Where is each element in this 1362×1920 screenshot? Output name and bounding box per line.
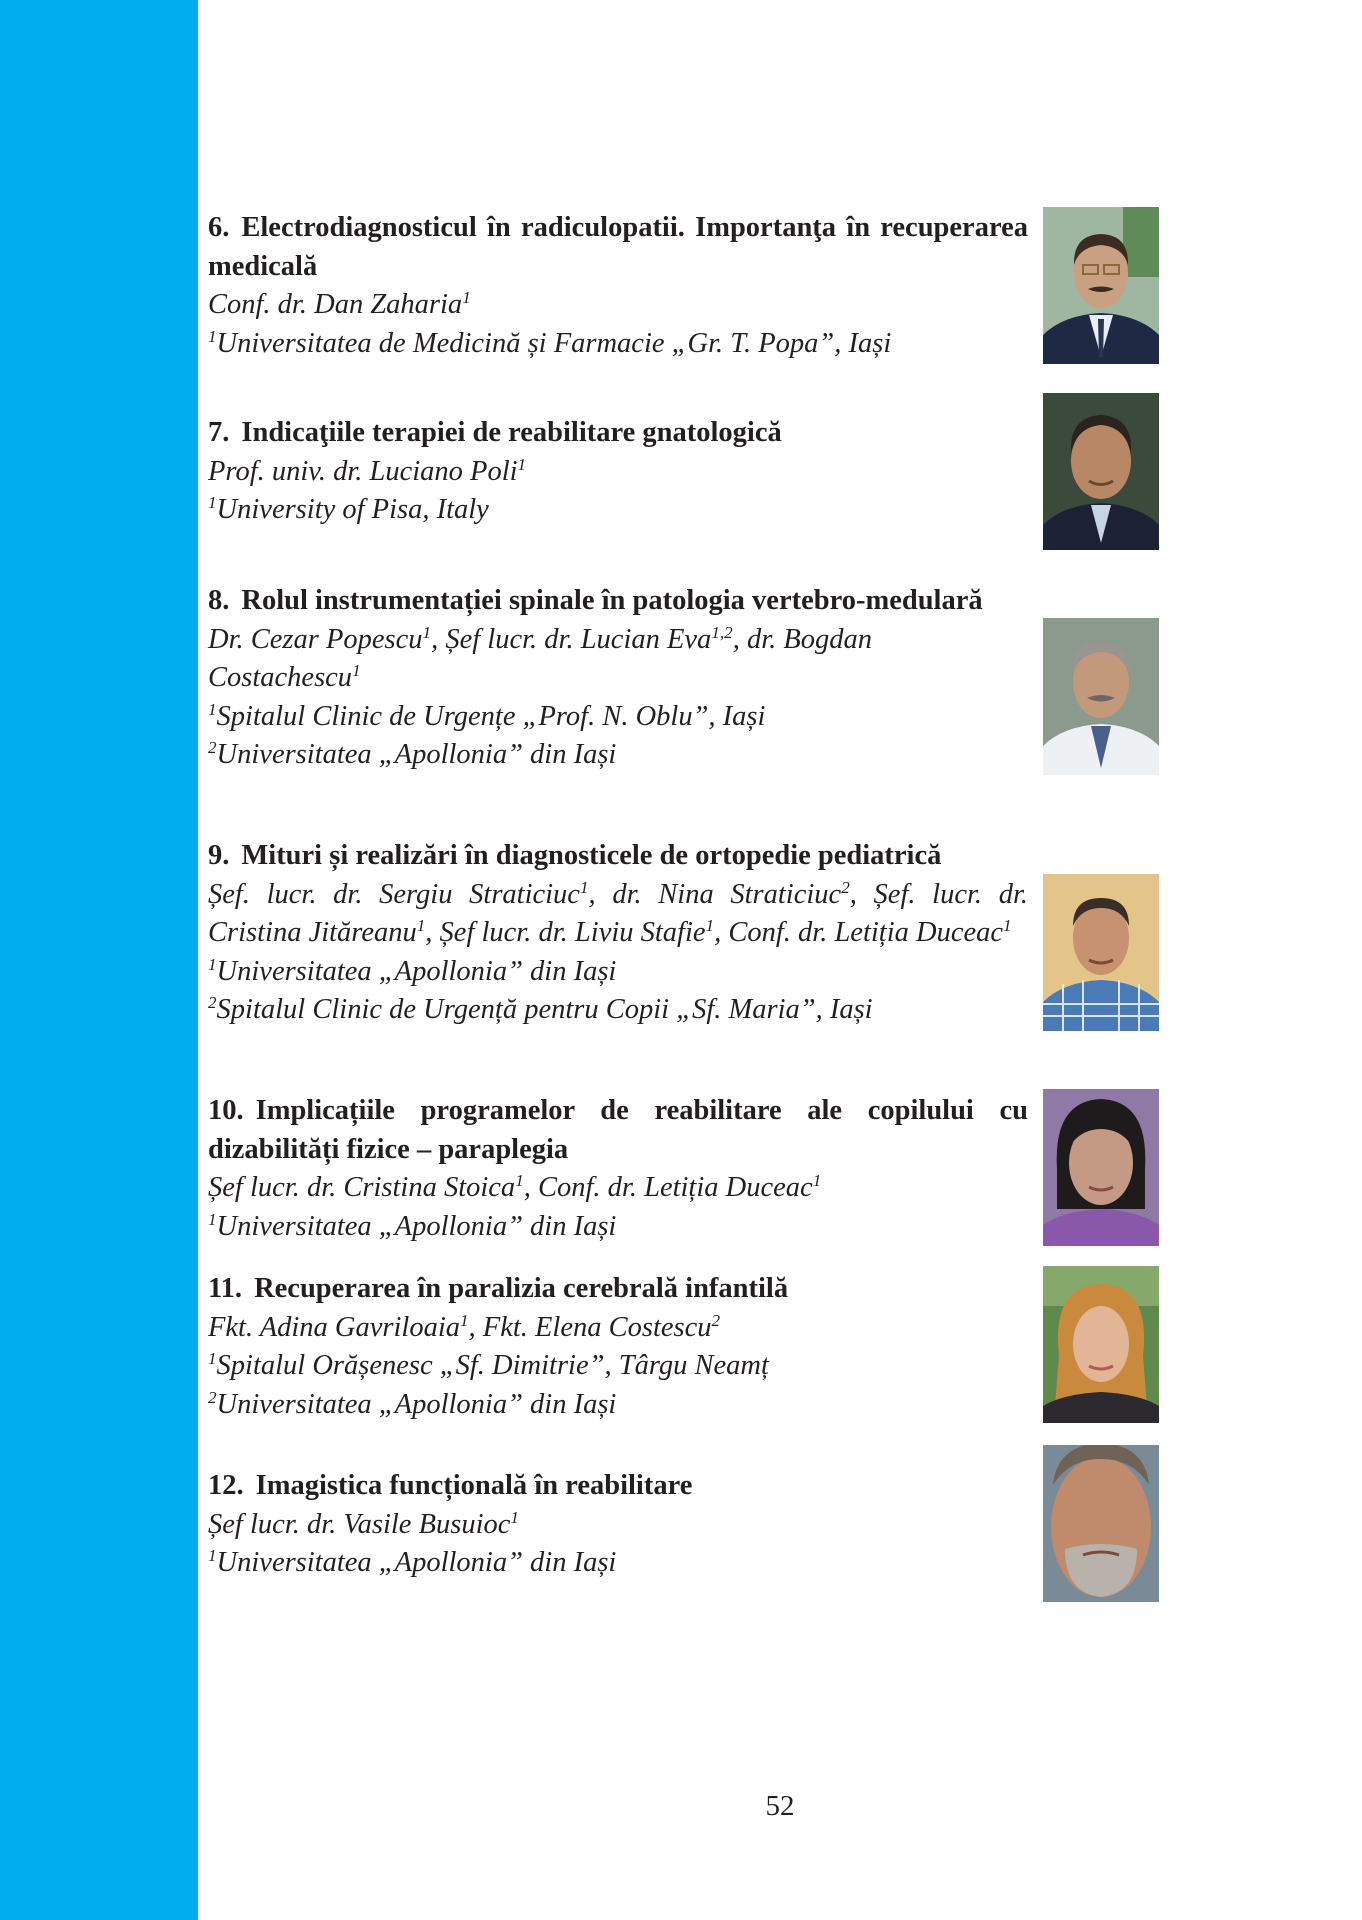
entry-authors: Fkt. Adina Gavriloaia$^1$, Fkt. Elena Costescu$^2$ — [208, 1310, 721, 1343]
side-color-bar — [0, 0, 198, 1920]
entry-authors: Șef lucr. dr. Vasile Busuioc$^1$ — [208, 1507, 519, 1540]
entry-affiliation: $^1$Spitalul Clinic de Urgențe „Prof. N. Oblu”, Iași — [208, 699, 766, 732]
entry-affiliation: $^1$University of Pisa, Italy — [208, 492, 489, 525]
portrait-photo — [1043, 874, 1159, 1031]
entry-authors: Șef. lucr. dr. Sergiu Straticiuc$^1$, dr. Nina Straticiuc$^2$, Șef. lucr. dr. Cristina Jităreanu$^1$, Șef lucr. dr. Liviu Stafie$^1$, Conf. dr. Letiția Duceac$^1$ — [208, 877, 1029, 948]
portrait-photo — [1043, 207, 1159, 364]
entry-authors: Conf. dr. Dan Zaharia$^1$ — [208, 287, 471, 320]
entry-title: 6. Electrodiagnosticul în radiculopatii. Importanţa în recuperarea medicală — [208, 212, 1028, 282]
entry-title: 8. Rolul instrumentației spinale în patologia vertebro-medulară — [208, 585, 983, 616]
entry-title: 12. Imagistica funcțională în reabilitare — [208, 1470, 693, 1501]
program-entry — [208, 1092, 1028, 1246]
entry-title: 11. Recuperarea în paralizia cerebrală infantilă — [208, 1273, 789, 1304]
entry-affiliation: $^1$Spitalul Orășenesc „Sf. Dimitrie”, Târgu Neamț — [208, 1348, 769, 1381]
program-entry — [208, 837, 1028, 1030]
portrait-photo — [1043, 618, 1159, 775]
entry-authors: Dr. Cezar Popescu$^1$, Șef lucr. dr. Lucian Eva$^{1,2}$, dr. Bogdan Costachescu$^1$ — [208, 622, 873, 693]
entry-affiliation: $^2$Spitalul Clinic de Urgență pentru Copii „Sf. Maria”, Iași — [208, 992, 873, 1025]
entry-title: 10. Implicațiile programelor de reabilitare ale copilului cu dizabilități fizice – paraplegia — [208, 1095, 1028, 1165]
entry-affiliation: $^2$Universitatea „Apollonia” din Iași — [208, 737, 617, 770]
entry-affiliation: $^1$Universitatea „Apollonia” din Iași — [208, 1545, 617, 1578]
portrait-vasile-busuioc-icon — [1043, 1445, 1159, 1602]
portrait-adina-gavriloaia-icon — [1043, 1266, 1159, 1423]
entry-affiliation: $^1$Universitatea de Medicină și Farmacie „Gr. T. Popa”, Iași — [208, 326, 892, 359]
portrait-cristina-stoica-icon — [1043, 1089, 1159, 1246]
program-entry — [208, 582, 1028, 775]
portrait-luciano-poli-icon — [1043, 393, 1159, 550]
entry-title: 7. Indicaţiile terapiei de reabilitare gnatologică — [208, 417, 782, 448]
entry-authors: Prof. univ. dr. Luciano Poli$^1$ — [208, 454, 527, 487]
portrait-photo — [1043, 1266, 1159, 1423]
page-number: 52 — [765, 1790, 795, 1822]
portrait-dan-zaharia-icon — [1043, 207, 1159, 364]
entry-affiliation: $^1$Universitatea „Apollonia” din Iași — [208, 1209, 617, 1242]
entry-affiliation: $^1$Universitatea „Apollonia” din Iași — [208, 954, 617, 987]
portrait-photo — [1043, 1089, 1159, 1246]
entry-affiliation: $^2$Universitatea „Apollonia” din Iași — [208, 1387, 617, 1420]
program-entry — [208, 1467, 1028, 1583]
program-entry — [208, 209, 1028, 363]
entry-authors: Șef lucr. dr. Cristina Stoica$^1$, Conf. dr. Letiția Duceac$^1$ — [208, 1170, 822, 1203]
portrait-photo — [1043, 1445, 1159, 1602]
program-entry — [208, 414, 1028, 530]
program-entry — [208, 1270, 1028, 1424]
portrait-sergiu-straticiuc-icon — [1043, 874, 1159, 1031]
portrait-cezar-popescu-icon — [1043, 618, 1159, 775]
portrait-photo — [1043, 393, 1159, 550]
entry-title: 9. Mituri și realizări în diagnosticele de ortopedie pediatrică — [208, 840, 942, 871]
